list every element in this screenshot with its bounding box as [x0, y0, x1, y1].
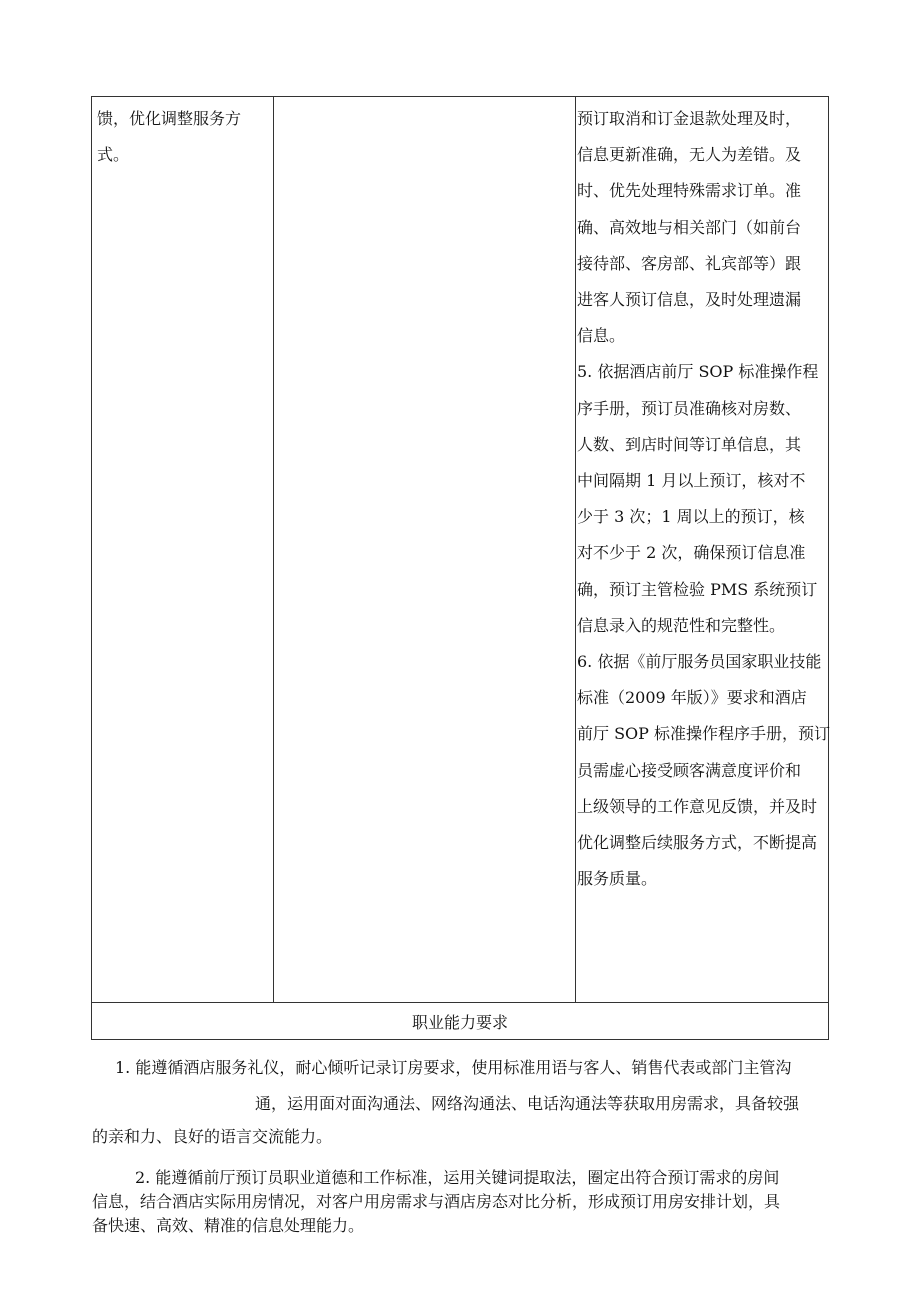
- text-line: 前厅 SOP 标准操作程序手册，预订: [577, 724, 831, 744]
- table-cell-middle: [273, 97, 576, 1002]
- text-line: 式。: [97, 145, 130, 165]
- text-line: 预订取消和订金退款处理及时，: [577, 109, 802, 128]
- text-line: 服务质量。: [577, 869, 658, 889]
- text-line: 确、高效地与相关部门（如前台: [577, 217, 802, 237]
- paragraph-2-line-3: 备快速、高效、精准的信息处理能力。: [92, 1216, 365, 1235]
- paragraph-1-line-1: 1. 能遵循酒店服务礼仪，耐心倾听记录订房要求，使用标准用语与客人、销售代表或部门主管沟: [115, 1058, 792, 1077]
- ability-header-cell: [92, 1003, 828, 1040]
- text-line: 信息更新准确，无人为差错。及: [577, 145, 802, 165]
- text-line: 优化调整后续服务方式，不断提高: [577, 833, 818, 853]
- text-line: 确，预订主管检验 PMS 系统预订: [577, 579, 818, 599]
- text-line: 6. 依据《前厅服务员国家职业技能: [577, 652, 822, 672]
- competency-table: [91, 96, 829, 1040]
- paragraph-1-line-2: 通，运用面对面沟通法、网络沟通法、电话沟通法等获取用房需求，具备较强: [255, 1094, 800, 1113]
- right-cell-text: [577, 101, 831, 897]
- left-cell-text: [97, 101, 241, 173]
- text-line: 进客人预订信息，及时处理遗漏: [577, 290, 802, 310]
- text-line: 上级领导的工作意见反馈，并及时: [577, 796, 818, 816]
- text-line: 少于 3 次；1 周以上的预订，核: [577, 507, 805, 527]
- text-line: 员需虚心接受顾客满意度评价和: [577, 760, 802, 780]
- text-line: 人数、到店时间等订单信息，其: [577, 434, 802, 454]
- text-line: 对不少于 2 次，确保预订信息准: [577, 543, 806, 563]
- text-line: 馈，优化调整服务方: [97, 109, 242, 128]
- text-line: 接待部、客房部、礼宾部等）跟: [577, 253, 802, 273]
- paragraph-2-line-1: 2. 能遵循前厅预订员职业道德和工作标准，运用关键词提取法，圈定出符合预订需求的房间: [135, 1168, 780, 1187]
- table-cell-right: [575, 97, 831, 1002]
- text-line: 5. 依据酒店前厅 SOP 标准操作程: [577, 362, 819, 382]
- text-line: 序手册，预订员准确核对房数、: [577, 398, 802, 418]
- table-cell-left: [92, 97, 274, 1002]
- text-line: 标准（2009 年版）》要求和酒店: [577, 688, 807, 708]
- paragraph-2-line-2: 信息，结合酒店实际用房情况，对客户用房需求与酒店房态对比分析，形成预订用房安排计划，具: [92, 1192, 781, 1211]
- text-line: 信息。: [577, 326, 626, 346]
- ability-header: 职业能力要求: [411, 1013, 508, 1032]
- text-line: 中间隔期 1 月以上预订，核对不: [577, 471, 806, 491]
- text-line: 信息录入的规范性和完整性。: [577, 615, 786, 635]
- paragraph-1-line-3: 的亲和力、良好的语言交流能力。: [92, 1127, 333, 1146]
- text-line: 时、优先处理特殊需求订单。准: [577, 181, 802, 201]
